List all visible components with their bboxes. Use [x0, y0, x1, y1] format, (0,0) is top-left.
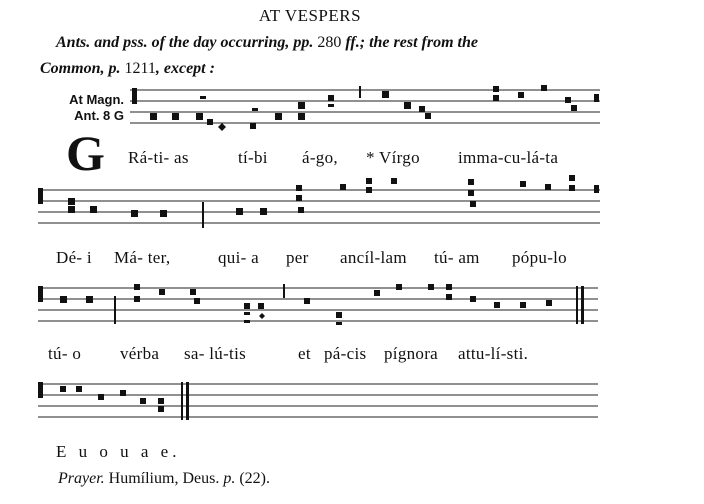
lyric-syllables: pígnora — [384, 344, 439, 363]
rubric-page: 280 — [317, 34, 342, 51]
lyric-syllables: tú- am — [434, 248, 480, 267]
lyric-syllables: Má- ter, — [114, 248, 171, 267]
prayer-label: Prayer. — [58, 470, 105, 487]
lyric-syllables: attu-lí-sti. — [458, 344, 529, 363]
prayer-line — [58, 470, 270, 488]
lyric-syllables: qui- a — [218, 248, 259, 267]
lyric-syllables: sa- lú-tis — [184, 344, 247, 363]
lyric-syllables: ancíl-lam — [340, 248, 407, 267]
chant-initial-letter: G — [66, 125, 105, 181]
lyric-syllables: * Vírgo — [366, 148, 420, 167]
prayer-p: p. — [223, 470, 236, 487]
lyric-syllables: pópu-lo — [512, 248, 567, 267]
lyric-syllables: et — [298, 344, 311, 363]
rubric-common: Common, p. — [40, 60, 121, 77]
rubric-ff: ff. — [345, 34, 360, 51]
lyric-syllables: tí-bi — [238, 148, 268, 167]
prayer-ref: (22). — [239, 470, 270, 487]
lyric-syllables: imma-cu-lá-ta — [458, 148, 559, 167]
rubric-rest: ; the rest from the — [359, 34, 478, 51]
chant-label-mode: Ant. 8 G — [74, 108, 124, 123]
rubric-text: Ants. and pss. of the day occurring, pp. — [56, 34, 314, 51]
lyric-syllables: Dé- i — [56, 248, 92, 267]
chant-label-magn: At Magn. — [69, 92, 124, 107]
lyric-syllables: per — [286, 248, 309, 267]
lyric-syllables: E u o u a e. — [56, 442, 181, 461]
rubric-except: , except : — [155, 60, 215, 77]
lyric-syllables: á-go, — [302, 148, 338, 167]
lyric-syllables: tú- o — [48, 344, 82, 363]
lyric-syllables: pá-cis — [324, 344, 367, 363]
section-heading: AT VESPERS — [258, 6, 362, 25]
prayer-text: Humílium, Deus. — [108, 470, 220, 487]
rubric-common-page: 1211 — [124, 60, 156, 77]
lyric-syllables: Rá-ti- as — [128, 148, 189, 167]
lyric-syllables: vérba — [120, 344, 160, 363]
